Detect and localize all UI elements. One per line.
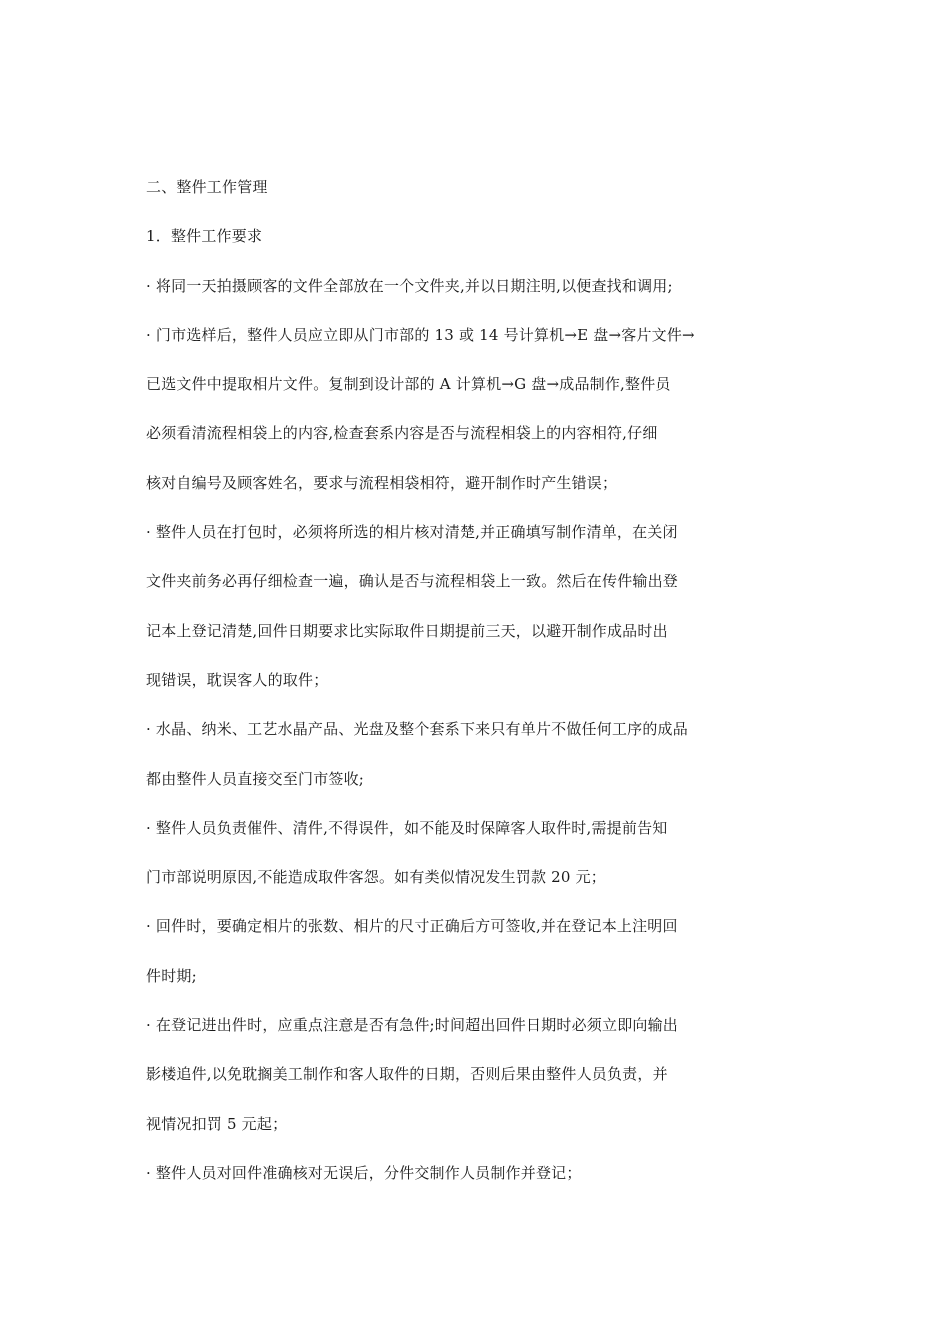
document-body bbox=[146, 174, 746, 1209]
paragraph-line: 记本上登记清楚,回件日期要求比实际取件日期提前三天，以避开制作成品时出 bbox=[146, 621, 668, 640]
paragraph-line: · 在登记进出件时，应重点注意是否有急件;时间超出回件日期时必须立即向输出 bbox=[146, 1016, 678, 1035]
paragraph-line: · 将同一天拍摄顾客的文件全部放在一个文件夹,并以日期注明,以便查找和调用; bbox=[146, 276, 673, 295]
paragraph-line: 现错误，耽误客人的取件； bbox=[146, 670, 329, 689]
paragraph-line: 视情况扣罚 5 元起； bbox=[146, 1114, 288, 1133]
paragraph-line: · 门市选样后，整件人员应立即从门市部的 13 或 14 号计算机→E 盘→客片文件→ bbox=[146, 325, 695, 344]
paragraph-line: 已选文件中提取相片文件。复制到设计部的 A 计算机→G 盘→成品制作,整件员 bbox=[146, 375, 671, 394]
paragraph-line: · 回件时，要确定相片的张数、相片的尺寸正确后方可签收,并在登记本上注明回 bbox=[146, 917, 678, 936]
section-title: 二、整件工作管理 bbox=[146, 178, 268, 196]
paragraph-line: 门市部说明原因,不能造成取件客怨。如有类似情况发生罚款 20 元； bbox=[146, 868, 606, 887]
paragraph-line: · 整件人员在打包时，必须将所选的相片核对清楚,并正确填写制作清单，在关闭 bbox=[146, 523, 678, 542]
paragraph-line: · 整件人员对回件准确核对无误后，分件交制作人员制作并登记； bbox=[146, 1163, 582, 1182]
paragraph-line: 影楼追件,以免耽搁美工制作和客人取件的日期，否则后果由整件人员负责，并 bbox=[146, 1065, 668, 1084]
paragraph-line: · 水晶、纳米、工艺水晶产品、光盘及整个套系下来只有单片不做任何工序的成品 bbox=[146, 720, 688, 739]
paragraph-line: · 整件人员负责催件、清件,不得误件，如不能及时保障客人取件时,需提前告知 bbox=[146, 818, 668, 837]
subsection-title: 1．整件工作要求 bbox=[146, 227, 263, 246]
paragraph-line: 必须看清流程相袋上的内容,检查套系内容是否与流程相袋上的内容相符,仔细 bbox=[146, 424, 658, 443]
paragraph-line: 都由整件人员直接交至门市签收; bbox=[146, 769, 365, 788]
paragraph-line: 核对自编号及顾客姓名，要求与流程相袋相符，避开制作时产生错误； bbox=[146, 473, 618, 492]
paragraph-line: 文件夹前务必再仔细检查一遍，确认是否与流程相袋上一致。然后在传件输出登 bbox=[146, 572, 679, 591]
paragraph-line: 件时期; bbox=[146, 966, 197, 985]
